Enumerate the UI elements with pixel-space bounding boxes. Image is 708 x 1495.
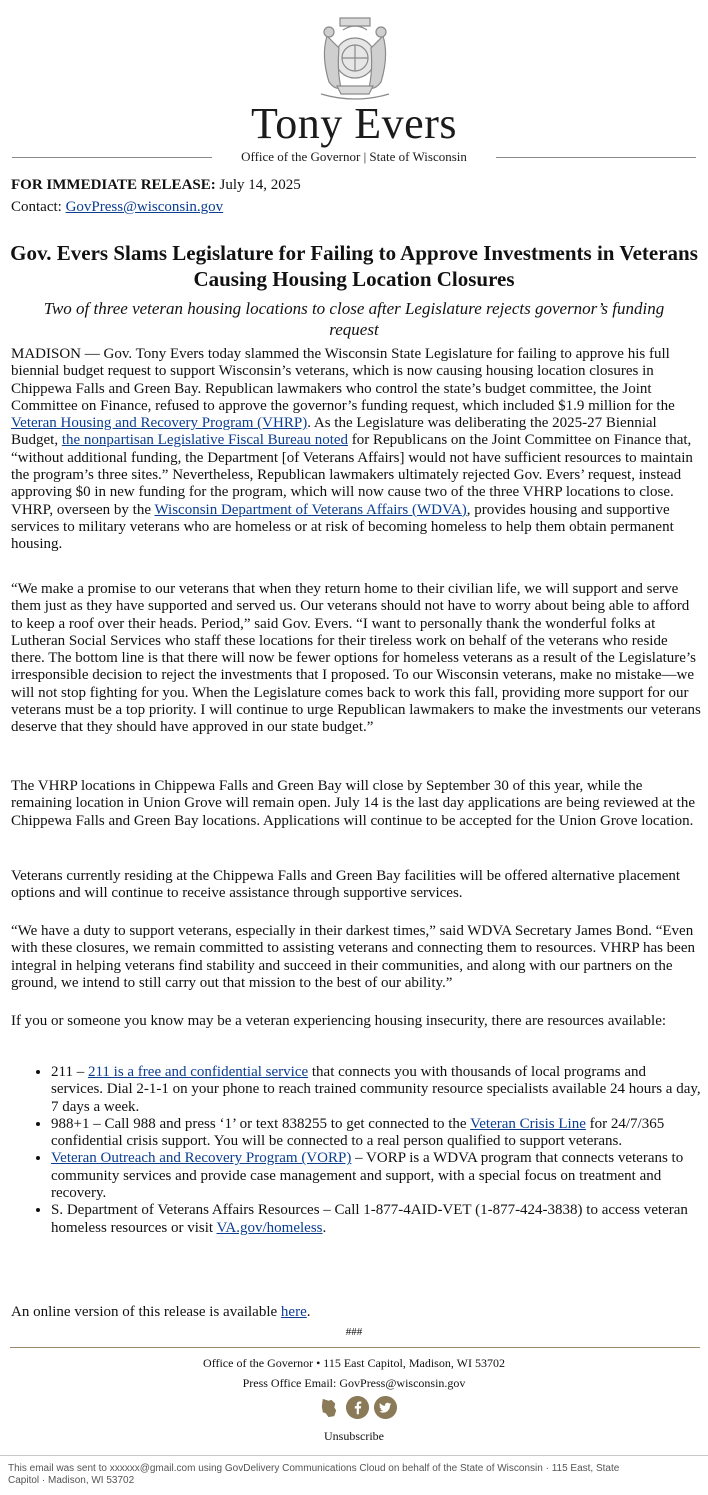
r2-pre: 988+1 – Call 988 and press ‘1’ or text 838255 to get connected to the — [51, 1115, 471, 1132]
subhead: Two of three veteran housing locations to close after Legislature rejects governor’s funding request — [43, 299, 665, 339]
wdva-link[interactable]: Wisconsin Department of Veterans Affairs (WDVA) — [154, 501, 467, 518]
wisconsin-state-seal-icon — [307, 6, 403, 106]
r4-pre: S. Department of Veterans Affairs Resources – Call 1-877-4AID-VET (1-877-424-3838) to access veteran homeless resources or visit — [51, 1202, 688, 1236]
wisconsin-icon[interactable] — [318, 1396, 341, 1419]
footer-address: Office of the Governor • 115 East Capitol, Madison, WI 53702 — [203, 1356, 505, 1370]
contact-label: Contact: — [11, 199, 62, 215]
release-line — [11, 174, 301, 196]
end-marker: ### — [345, 1326, 363, 1338]
r3-post: – VORP is a WDVA program that connects veterans to community services and provide case management and support, with a special focus on treatment and recovery. — [51, 1150, 684, 1202]
vorp-link[interactable]: Veteran Outreach and Recovery Program (VORP) — [51, 1150, 352, 1167]
release-label: FOR IMMEDIATE RELEASE: — [11, 177, 216, 193]
headline: Gov. Evers Slams Legislature for Failing to Approve Investments in Veterans Causing Housing Location Closures — [10, 241, 698, 291]
online-version-link[interactable]: here — [280, 1304, 307, 1320]
veteran-crisis-line-link[interactable]: Veteran Crisis Line — [470, 1115, 586, 1132]
p1-text-1: MADISON — Gov. Tony Evers today slammed the Wisconsin State Legislature for failing to approve his full biennial budget request to support Wisconsin’s veterans, which is now causing housing location closures in Chippewa Falls and Green Bay. Republican lawmakers who control the state’s budget committee, the Joint Committee on Finance, refused to approve the governor’s funding request, which included $1.9 million for the — [11, 346, 675, 414]
office-text: Office of the Governor | State of Wisconsin — [241, 149, 467, 164]
unsubscribe-link-wrap — [0, 1428, 708, 1444]
online-version — [11, 1303, 310, 1321]
p1-text-4: , provides housing and supportive services to military veterans who are homeless or at risk of becoming homeless to help them obtain permanent housing. — [11, 501, 674, 553]
online-pre: An online version of this release is available — [11, 1304, 281, 1320]
list-item — [51, 1150, 701, 1202]
r1-pre: 211 – — [51, 1064, 88, 1080]
vhrp-link[interactable]: Veteran Housing and Recovery Program (VHRP) — [11, 415, 308, 432]
contact-email-link[interactable]: GovPress@wisconsin.gov — [65, 199, 224, 215]
social-links — [318, 1396, 398, 1420]
letterhead — [0, 0, 708, 168]
paragraph-3: The VHRP locations in Chippewa Falls and Green Bay will close by September 30 of this year, while the remaining location in Union Grove will remain open. July 14 is the last day applications are being reviewed at the Chippewa Falls and Green Bay locations. Applications will continue to be accepted for the Union Grove location. — [11, 778, 695, 829]
paragraph-5: “We have a duty to support veterans, especially in their darkest times,” said WDVA Secretary James Bond. “Even with these closures, we remain committed to assisting veterans and connecting them to resources. VHRP has been integral in helping veterans find stability and succeed in their communities, and along with our partners on the ground, we intend to still carry out that mission to the best of our ability.” — [11, 923, 696, 991]
r2-post: for 24/7/365 confidential crisis support. You will be connected to a real person qualified to support veterans. — [51, 1115, 665, 1150]
governor-name: Tony Evers — [251, 99, 457, 148]
unsubscribe-link[interactable]: Unsubscribe — [324, 1429, 384, 1443]
r1-post: that connects you with thousands of local programs and services. Dial 2-1-1 on your phone to reach trained community resource specialists available 24 hours a day, 7 days a week. — [51, 1064, 701, 1115]
paragraph-2: “We make a promise to our veterans that when they return home to their civilian life, we will support and serve them just as they have supported and served us. Our veterans should not have to worry about being able to afford to keep a roof over their heads. Period,” said Gov. Evers. “I want to personally thank the wonderful folks at Lutheran Social Services who staff these locations for their tireless work on behalf of the veterans who reside there. The bottom line is that there will now be fewer options for homeless veterans as a result of the Legislature’s irresponsible decision to reject the investments that I proposed. To our Wisconsin veterans, make no mistake—we will not stop fighting for you. When the Legislature comes back to work this fall, providing more support for our veterans must be a top priority. I will continue to urge Republican lawmakers to make the investments our veterans deserve that they should have approved in our state budget.” — [11, 581, 701, 736]
delivery-disclaimer: This email was sent to xxxxxx@gmail.com using GovDelivery Communications Cloud on behalf of the State of Wisconsin · 115 East, State Capitol · Madison, WI 53702 — [8, 1463, 620, 1486]
lfb-link[interactable]: the nonpartisan Legislative Fiscal Bureau noted — [61, 432, 349, 449]
paragraph-1 — [11, 346, 701, 554]
list-item — [51, 1116, 701, 1151]
online-post: . — [306, 1304, 311, 1320]
resource-list — [11, 1064, 701, 1237]
paragraph-4: Veterans currently residing at the Chippewa Falls and Green Bay facilities will be offered alternative placement options and will continue to receive assistance through supportive services. — [11, 868, 681, 902]
r4-post: . — [322, 1219, 327, 1236]
list-item — [51, 1064, 701, 1116]
bottom-divider — [0, 1455, 708, 1456]
contact-line — [11, 196, 301, 218]
va-homeless-link[interactable]: VA.gov/homeless — [216, 1219, 323, 1236]
release-date: July 14, 2025 — [219, 177, 301, 193]
footer-press-email: Press Office Email: GovPress@wisconsin.gov — [242, 1376, 466, 1390]
release-meta — [11, 174, 301, 218]
list-item — [51, 1202, 701, 1237]
rule-right — [496, 157, 696, 158]
p1-text-3: for Republicans on the Joint Committee on Finance that, “without additional funding, the Department [of Veterans Affairs] would not have sufficient resources to maintain the program’s three sites.” Nevertheless, Republican lawmakers ultimately rejected Gov. Evers’ request, instead approving $0 in new funding for the program, which will now cause two of the three VHRP locations to close. VHRP, overseen by the — [11, 432, 693, 518]
p1-text-2: . As the Legislature was deliberating the 2025-27 Biennial Budget, — [11, 415, 657, 449]
211-link[interactable]: 211 is a free and confidential service — [87, 1064, 309, 1080]
footer-divider — [10, 1347, 700, 1348]
twitter-icon[interactable] — [374, 1396, 397, 1419]
paragraph-6: If you or someone you know may be a veteran experiencing housing insecurity, there are resources available: — [11, 1013, 667, 1029]
facebook-icon[interactable] — [346, 1396, 369, 1419]
office-line — [0, 148, 708, 166]
